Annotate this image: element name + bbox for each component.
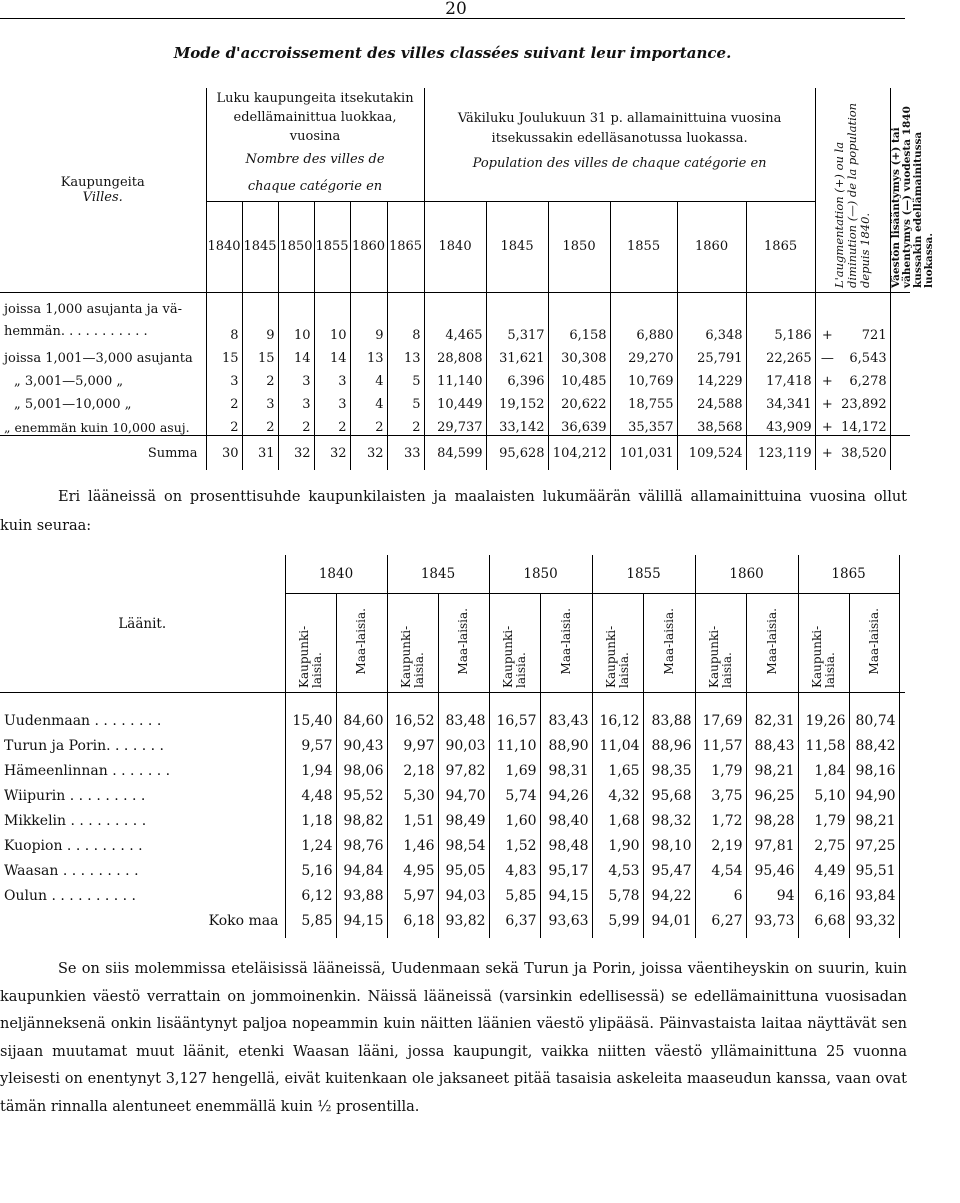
count-cell: 13 <box>350 343 387 366</box>
sum-count-cell: 33 <box>387 436 424 471</box>
count-cell: 14 <box>314 343 350 366</box>
rural-percent-cell: 93,82 <box>438 904 489 938</box>
year-1840-count: 1840 <box>206 201 242 292</box>
year-1860-pop: 1860 <box>677 201 746 292</box>
rural-percent-cell: 93,84 <box>849 879 899 904</box>
table-row <box>0 412 910 436</box>
pop-cell: 28,808 <box>424 343 486 366</box>
urban-header-text: Kaupunki-laisia. <box>706 625 734 688</box>
count-cell: 5 <box>387 366 424 389</box>
pop-cell: 20,622 <box>548 389 610 412</box>
year-1855-pop: 1855 <box>610 201 677 292</box>
rural-percent-cell: 98,21 <box>746 754 798 779</box>
count-cell: 2 <box>242 366 278 389</box>
count-cell: 2 <box>206 389 242 412</box>
rural-header <box>336 594 387 693</box>
count-cell: 9 <box>242 293 278 344</box>
rural-percent-cell: 98,35 <box>643 754 695 779</box>
urban-header-text: Kaupunki-laisia. <box>500 625 528 688</box>
urban-percent-cell: 6,37 <box>489 904 540 938</box>
urban-percent-cell: 1,90 <box>592 829 643 854</box>
urban-percent-cell: 6,68 <box>798 904 849 938</box>
rural-percent-cell: 98,06 <box>336 754 387 779</box>
count-cell: 3 <box>314 389 350 412</box>
count-cell: 2 <box>278 412 314 436</box>
urban-percent-cell: 1,65 <box>592 754 643 779</box>
rural-percent-cell: 98,10 <box>643 829 695 854</box>
urban-percent-cell: 1,79 <box>695 754 746 779</box>
count-cell: 15 <box>206 343 242 366</box>
rural-percent-cell: 95,17 <box>540 854 592 879</box>
row-label-line1: joissa 1,000 asujanta ja vä- <box>4 302 183 317</box>
sum-count-cell: 30 <box>206 436 242 471</box>
sum-pop-cell: 101,031 <box>610 436 677 471</box>
urban-percent-cell: 11,57 <box>695 729 746 754</box>
sum-row <box>0 436 910 471</box>
rural-header-text: Maa-laisia. <box>764 607 779 675</box>
rural-percent-cell: 94,15 <box>540 879 592 904</box>
pop-cell: 5,317 <box>486 293 548 344</box>
rural-percent-cell: 95,47 <box>643 854 695 879</box>
rural-header <box>540 594 592 693</box>
table-row <box>0 729 905 754</box>
rural-percent-cell: 93,73 <box>746 904 798 938</box>
table-row <box>0 779 905 804</box>
year-1865-pop: 1865 <box>746 201 815 292</box>
rural-percent-cell: 98,32 <box>643 804 695 829</box>
rural-percent-cell: 93,63 <box>540 904 592 938</box>
year-header: 1840 <box>285 555 387 594</box>
urban-percent-cell: 6,16 <box>798 879 849 904</box>
count-cell: 10 <box>314 293 350 344</box>
urban-percent-cell: 4,95 <box>387 854 438 879</box>
urban-percent-cell: 1,94 <box>285 754 336 779</box>
urban-percent-cell: 4,32 <box>592 779 643 804</box>
urban-percent-cell: 5,30 <box>387 779 438 804</box>
province-header: Läänit. <box>0 555 285 693</box>
total-label: Koko maa <box>0 904 285 938</box>
urban-percent-cell: 5,74 <box>489 779 540 804</box>
count-cell: 13 <box>387 343 424 366</box>
rural-percent-cell: 94 <box>746 879 798 904</box>
urban-percent-cell: 1,24 <box>285 829 336 854</box>
count-cell: 2 <box>314 412 350 436</box>
rural-percent-cell: 96,25 <box>746 779 798 804</box>
urban-percent-cell: 2,75 <box>798 829 849 854</box>
change-sign: + <box>821 374 833 389</box>
rural-percent-cell: 98,82 <box>336 804 387 829</box>
urban-percent-cell: 9,57 <box>285 729 336 754</box>
pop-cell: 5,186 <box>746 293 815 344</box>
count-header <box>206 88 424 201</box>
change-cell: 6,278 <box>839 366 890 389</box>
page-number: 20 <box>445 0 467 19</box>
pop-cell: 6,396 <box>486 366 548 389</box>
rural-percent-cell: 80,74 <box>849 693 899 730</box>
change-header-fi: Väestön lisääntymys (+) tai vähentymys (—) vuodesta 1840 kussakin edellämainitussa luokassa. <box>889 106 935 288</box>
rural-percent-cell: 98,28 <box>746 804 798 829</box>
sum-count-cell: 32 <box>278 436 314 471</box>
rural-percent-cell: 88,43 <box>746 729 798 754</box>
growth-table <box>0 88 935 470</box>
urban-percent-cell: 5,97 <box>387 879 438 904</box>
urban-percent-cell: 4,83 <box>489 854 540 879</box>
table-row <box>0 854 905 879</box>
urban-percent-cell: 1,18 <box>285 804 336 829</box>
year-header: 1855 <box>592 555 695 594</box>
pop-cell: 30,308 <box>548 343 610 366</box>
urban-header <box>285 594 336 693</box>
city-header-fi: Kaupungeita <box>60 175 145 190</box>
rural-header-text: Maa-laisia. <box>354 607 368 675</box>
population-header <box>424 88 815 201</box>
count-cell: 4 <box>350 366 387 389</box>
rural-percent-cell: 97,25 <box>849 829 899 854</box>
page-title: Mode d'accroissement des villes classées suivant leur importance. <box>173 44 732 62</box>
pop-cell: 31,621 <box>486 343 548 366</box>
count-cell: 9 <box>350 293 387 344</box>
rural-percent-cell: 90,43 <box>336 729 387 754</box>
population-header-fr: Population des villes de chaque catégorie en <box>472 156 767 172</box>
sum-count-cell: 32 <box>350 436 387 471</box>
row-label-line2: hemmän. . . . . . . . . . . <box>4 324 148 339</box>
rural-percent-cell: 97,81 <box>746 829 798 854</box>
urban-percent-cell: 5,85 <box>285 904 336 938</box>
pop-cell: 24,588 <box>677 389 746 412</box>
total-row <box>0 904 905 938</box>
urban-rural-table <box>0 555 905 938</box>
count-cell: 8 <box>387 293 424 344</box>
urban-percent-cell: 4,48 <box>285 779 336 804</box>
pop-cell: 22,265 <box>746 343 815 366</box>
rural-percent-cell: 98,21 <box>849 804 899 829</box>
pop-cell: 6,348 <box>677 293 746 344</box>
sum-count-cell: 32 <box>314 436 350 471</box>
table-row <box>0 366 910 389</box>
province-name: Kuopion . . . . . . . . . <box>0 829 285 854</box>
urban-percent-cell: 11,58 <box>798 729 849 754</box>
urban-percent-cell: 4,54 <box>695 854 746 879</box>
rural-percent-cell: 94,26 <box>540 779 592 804</box>
urban-percent-cell: 17,69 <box>695 693 746 730</box>
rural-header <box>746 594 798 693</box>
urban-percent-cell: 4,49 <box>798 854 849 879</box>
count-cell: 2 <box>387 412 424 436</box>
rural-percent-cell: 82,31 <box>746 693 798 730</box>
row-label <box>0 293 206 344</box>
pop-cell: 18,755 <box>610 389 677 412</box>
urban-percent-cell: 9,97 <box>387 729 438 754</box>
year-1845-pop: 1845 <box>486 201 548 292</box>
urban-percent-cell: 15,40 <box>285 693 336 730</box>
year-header: 1850 <box>489 555 592 594</box>
rural-header-text: Maa-laisia. <box>866 607 881 675</box>
year-1865-count: 1865 <box>387 201 424 292</box>
count-cell: 10 <box>278 293 314 344</box>
urban-header <box>695 594 746 693</box>
count-cell: 2 <box>206 412 242 436</box>
urban-percent-cell: 11,04 <box>592 729 643 754</box>
count-cell: 2 <box>350 412 387 436</box>
urban-percent-cell: 5,78 <box>592 879 643 904</box>
province-name: Hämeenlinnan . . . . . . . <box>0 754 285 779</box>
pop-cell: 38,568 <box>677 412 746 436</box>
pop-cell: 11,140 <box>424 366 486 389</box>
rural-header <box>438 594 489 693</box>
urban-header <box>798 594 849 693</box>
sum-change-sign: + <box>815 436 839 471</box>
rural-percent-cell: 83,48 <box>438 693 489 730</box>
urban-percent-cell: 4,53 <box>592 854 643 879</box>
sum-change-cell: 38,520 <box>839 436 890 471</box>
rural-percent-cell: 93,88 <box>336 879 387 904</box>
rural-header <box>643 594 695 693</box>
pop-cell: 43,909 <box>746 412 815 436</box>
table-row <box>0 879 905 904</box>
rural-percent-cell: 95,52 <box>336 779 387 804</box>
rural-percent-cell: 88,96 <box>643 729 695 754</box>
province-name: Wiipurin . . . . . . . . . <box>0 779 285 804</box>
urban-percent-cell: 5,10 <box>798 779 849 804</box>
rural-percent-cell: 98,48 <box>540 829 592 854</box>
pop-cell: 10,485 <box>548 366 610 389</box>
count-cell: 3 <box>278 389 314 412</box>
pop-cell: 6,880 <box>610 293 677 344</box>
urban-percent-cell: 1,60 <box>489 804 540 829</box>
change-sign: + <box>821 328 833 343</box>
year-1855-count: 1855 <box>314 201 350 292</box>
urban-percent-cell: 6 <box>695 879 746 904</box>
rural-header-text: Maa-laisia. <box>456 607 471 675</box>
urban-percent-cell: 1,51 <box>387 804 438 829</box>
urban-percent-cell: 6,18 <box>387 904 438 938</box>
urban-percent-cell: 16,12 <box>592 693 643 730</box>
rural-percent-cell: 83,88 <box>643 693 695 730</box>
change-header-fi-cell <box>889 88 935 293</box>
rural-percent-cell: 98,31 <box>540 754 592 779</box>
count-cell: 8 <box>206 293 242 344</box>
row-label: joissa 1,001—3,000 asujanta <box>0 343 206 366</box>
city-header <box>0 88 206 293</box>
urban-percent-cell: 2,19 <box>695 829 746 854</box>
year-1845-count: 1845 <box>242 201 278 292</box>
pop-cell: 6,158 <box>548 293 610 344</box>
rural-percent-cell: 97,82 <box>438 754 489 779</box>
pop-cell: 25,791 <box>677 343 746 366</box>
urban-percent-cell: 5,99 <box>592 904 643 938</box>
change-cell: 6,543 <box>839 343 890 366</box>
rural-percent-cell: 88,42 <box>849 729 899 754</box>
urban-percent-cell: 1,84 <box>798 754 849 779</box>
count-cell: 15 <box>242 343 278 366</box>
change-cell: 23,892 <box>839 389 890 412</box>
rural-percent-cell: 94,22 <box>643 879 695 904</box>
province-name: Uudenmaan . . . . . . . . <box>0 693 285 730</box>
rural-percent-cell: 90,03 <box>438 729 489 754</box>
rural-percent-cell: 94,70 <box>438 779 489 804</box>
year-header: 1865 <box>798 555 899 594</box>
urban-percent-cell: 19,26 <box>798 693 849 730</box>
count-cell: 3 <box>278 366 314 389</box>
change-header-fr: L'augmentation (+) ou la diminution (—) de la population depuis 1840. <box>832 102 873 288</box>
count-header-fr: Nombre des villes de chaque catégorie en <box>245 151 385 194</box>
count-cell: 4 <box>350 389 387 412</box>
urban-percent-cell: 6,27 <box>695 904 746 938</box>
rural-percent-cell: 94,90 <box>849 779 899 804</box>
urban-header <box>489 594 540 693</box>
table-row <box>0 693 905 730</box>
pop-cell: 29,270 <box>610 343 677 366</box>
intro-paragraph: Eri lääneissä on prosenttisuhde kaupunkilaisten ja maalaisten lukumäärän välillä allamainittuina vuosina ollut kuin seuraa: <box>0 489 907 534</box>
urban-percent-cell: 5,85 <box>489 879 540 904</box>
rural-percent-cell: 95,05 <box>438 854 489 879</box>
sum-pop-cell: 84,599 <box>424 436 486 471</box>
rural-percent-cell: 88,90 <box>540 729 592 754</box>
rural-header-text: Maa-laisia. <box>558 607 573 675</box>
urban-percent-cell: 2,18 <box>387 754 438 779</box>
pop-cell: 29,737 <box>424 412 486 436</box>
urban-percent-cell: 1,68 <box>592 804 643 829</box>
urban-percent-cell: 5,16 <box>285 854 336 879</box>
pop-cell: 35,357 <box>610 412 677 436</box>
rural-percent-cell: 94,01 <box>643 904 695 938</box>
urban-percent-cell: 1,72 <box>695 804 746 829</box>
count-cell: 5 <box>387 389 424 412</box>
pop-cell: 19,152 <box>486 389 548 412</box>
sum-pop-cell: 104,212 <box>548 436 610 471</box>
count-header-fi: Luku kaupungeita itsekutakin edellämainittua luokkaa, vuosina <box>216 90 414 144</box>
table-row <box>0 829 905 854</box>
year-1850-pop: 1850 <box>548 201 610 292</box>
rural-percent-cell: 98,49 <box>438 804 489 829</box>
count-cell: 14 <box>278 343 314 366</box>
rural-percent-cell: 98,54 <box>438 829 489 854</box>
sum-count-cell: 31 <box>242 436 278 471</box>
rural-percent-cell: 94,03 <box>438 879 489 904</box>
rural-percent-cell: 95,46 <box>746 854 798 879</box>
change-cell: 721 <box>839 293 890 344</box>
urban-header-text: Kaupunki-laisia. <box>398 625 426 688</box>
year-header: 1845 <box>387 555 489 594</box>
urban-percent-cell: 11,10 <box>489 729 540 754</box>
rural-percent-cell: 95,51 <box>849 854 899 879</box>
urban-percent-cell: 3,75 <box>695 779 746 804</box>
row-label: „ 5,001—10,000 „ <box>0 389 206 412</box>
rural-header <box>849 594 899 693</box>
population-header-fi: Väkiluku Joulukuun 31 p. allamainittuina vuosina itsekussakin edelläsanotussa luokassa. <box>457 111 782 147</box>
rural-percent-cell: 93,32 <box>849 904 899 938</box>
count-cell: 3 <box>314 366 350 389</box>
year-1840-pop: 1840 <box>424 201 486 292</box>
pop-cell: 14,229 <box>677 366 746 389</box>
rural-percent-cell: 98,76 <box>336 829 387 854</box>
pop-cell: 10,769 <box>610 366 677 389</box>
row-label: „ 3,001—5,000 „ <box>0 366 206 389</box>
pop-cell: 34,341 <box>746 389 815 412</box>
urban-percent-cell: 6,12 <box>285 879 336 904</box>
count-cell: 2 <box>242 412 278 436</box>
rural-percent-cell: 84,60 <box>336 693 387 730</box>
change-sign: + <box>821 397 833 412</box>
urban-header <box>387 594 438 693</box>
rural-percent-cell: 94,84 <box>336 854 387 879</box>
rural-percent-cell: 98,40 <box>540 804 592 829</box>
table-row <box>0 389 910 412</box>
table-row <box>0 343 910 366</box>
urban-header-text: Kaupunki-laisia. <box>296 625 324 688</box>
year-1860-count: 1860 <box>350 201 387 292</box>
urban-percent-cell: 1,52 <box>489 829 540 854</box>
table-row <box>0 754 905 779</box>
pop-cell: 4,465 <box>424 293 486 344</box>
rural-percent-cell: 83,43 <box>540 693 592 730</box>
pop-cell: 33,142 <box>486 412 548 436</box>
rural-percent-cell: 94,15 <box>336 904 387 938</box>
pop-cell: 36,639 <box>548 412 610 436</box>
province-name: Oulun . . . . . . . . . . <box>0 879 285 904</box>
rural-percent-cell: 95,68 <box>643 779 695 804</box>
change-sign: + <box>821 420 833 435</box>
sum-pop-cell: 109,524 <box>677 436 746 471</box>
pop-cell: 17,418 <box>746 366 815 389</box>
count-cell: 3 <box>206 366 242 389</box>
change-header-fr-cell <box>815 88 890 293</box>
urban-header <box>592 594 643 693</box>
year-1850-count: 1850 <box>278 201 314 292</box>
province-name: Turun ja Porin. . . . . . . <box>0 729 285 754</box>
urban-header-text: Kaupunki-laisia. <box>809 625 837 688</box>
urban-header-text: Kaupunki-laisia. <box>603 625 631 688</box>
urban-percent-cell: 1,46 <box>387 829 438 854</box>
rural-header-text: Maa-laisia. <box>661 607 676 675</box>
table-row <box>0 293 910 344</box>
closing-paragraph: Se on siis molemmissa eteläisissä lääneissä, Uudenmaan sekä Turun ja Porin, joissa väentiheyskin on suurin, kuin kaupunkien väestö verrattain on jommoinenkin. Näissä lääneissä (varsinkin edellisessä) se edellämainittuna vuosisadan neljänneksenä onkin lisääntynyt paljoa nopeammin kuin näitten läänien väestö ylipääsä. Päinvastaista laitaa näyttävät sen sijaan muutamat muut läänit, etenki Waasan lääni, jossa kaupungit, vaikka niitten väestö yllämainittuna 25 vuonna yleisesti on enentynyt 3,127 hengellä, eivät kuitenkaan ole jaksaneet pitää tasaisia askeleita maaseudun kanssa, vaan ovat tämän rinnalla alentuneet enemmällä kuin ½ prosentilla. <box>0 961 907 1115</box>
rural-percent-cell: 98,16 <box>849 754 899 779</box>
urban-percent-cell: 16,57 <box>489 693 540 730</box>
province-name: Waasan . . . . . . . . . <box>0 854 285 879</box>
sum-label: Summa <box>0 436 206 471</box>
table-row <box>0 804 905 829</box>
top-rule <box>0 18 905 19</box>
count-cell: 3 <box>242 389 278 412</box>
province-name: Mikkelin . . . . . . . . . <box>0 804 285 829</box>
year-header: 1860 <box>695 555 798 594</box>
row-label: „ enemmän kuin 10,000 asuj. <box>0 412 206 436</box>
pop-cell: 10,449 <box>424 389 486 412</box>
sum-pop-cell: 123,119 <box>746 436 815 471</box>
city-header-fr: Villes. <box>82 190 123 205</box>
urban-percent-cell: 1,79 <box>798 804 849 829</box>
urban-percent-cell: 16,52 <box>387 693 438 730</box>
change-sign: — <box>820 351 834 366</box>
urban-percent-cell: 1,69 <box>489 754 540 779</box>
sum-pop-cell: 95,628 <box>486 436 548 471</box>
change-cell: 14,172 <box>839 412 890 436</box>
